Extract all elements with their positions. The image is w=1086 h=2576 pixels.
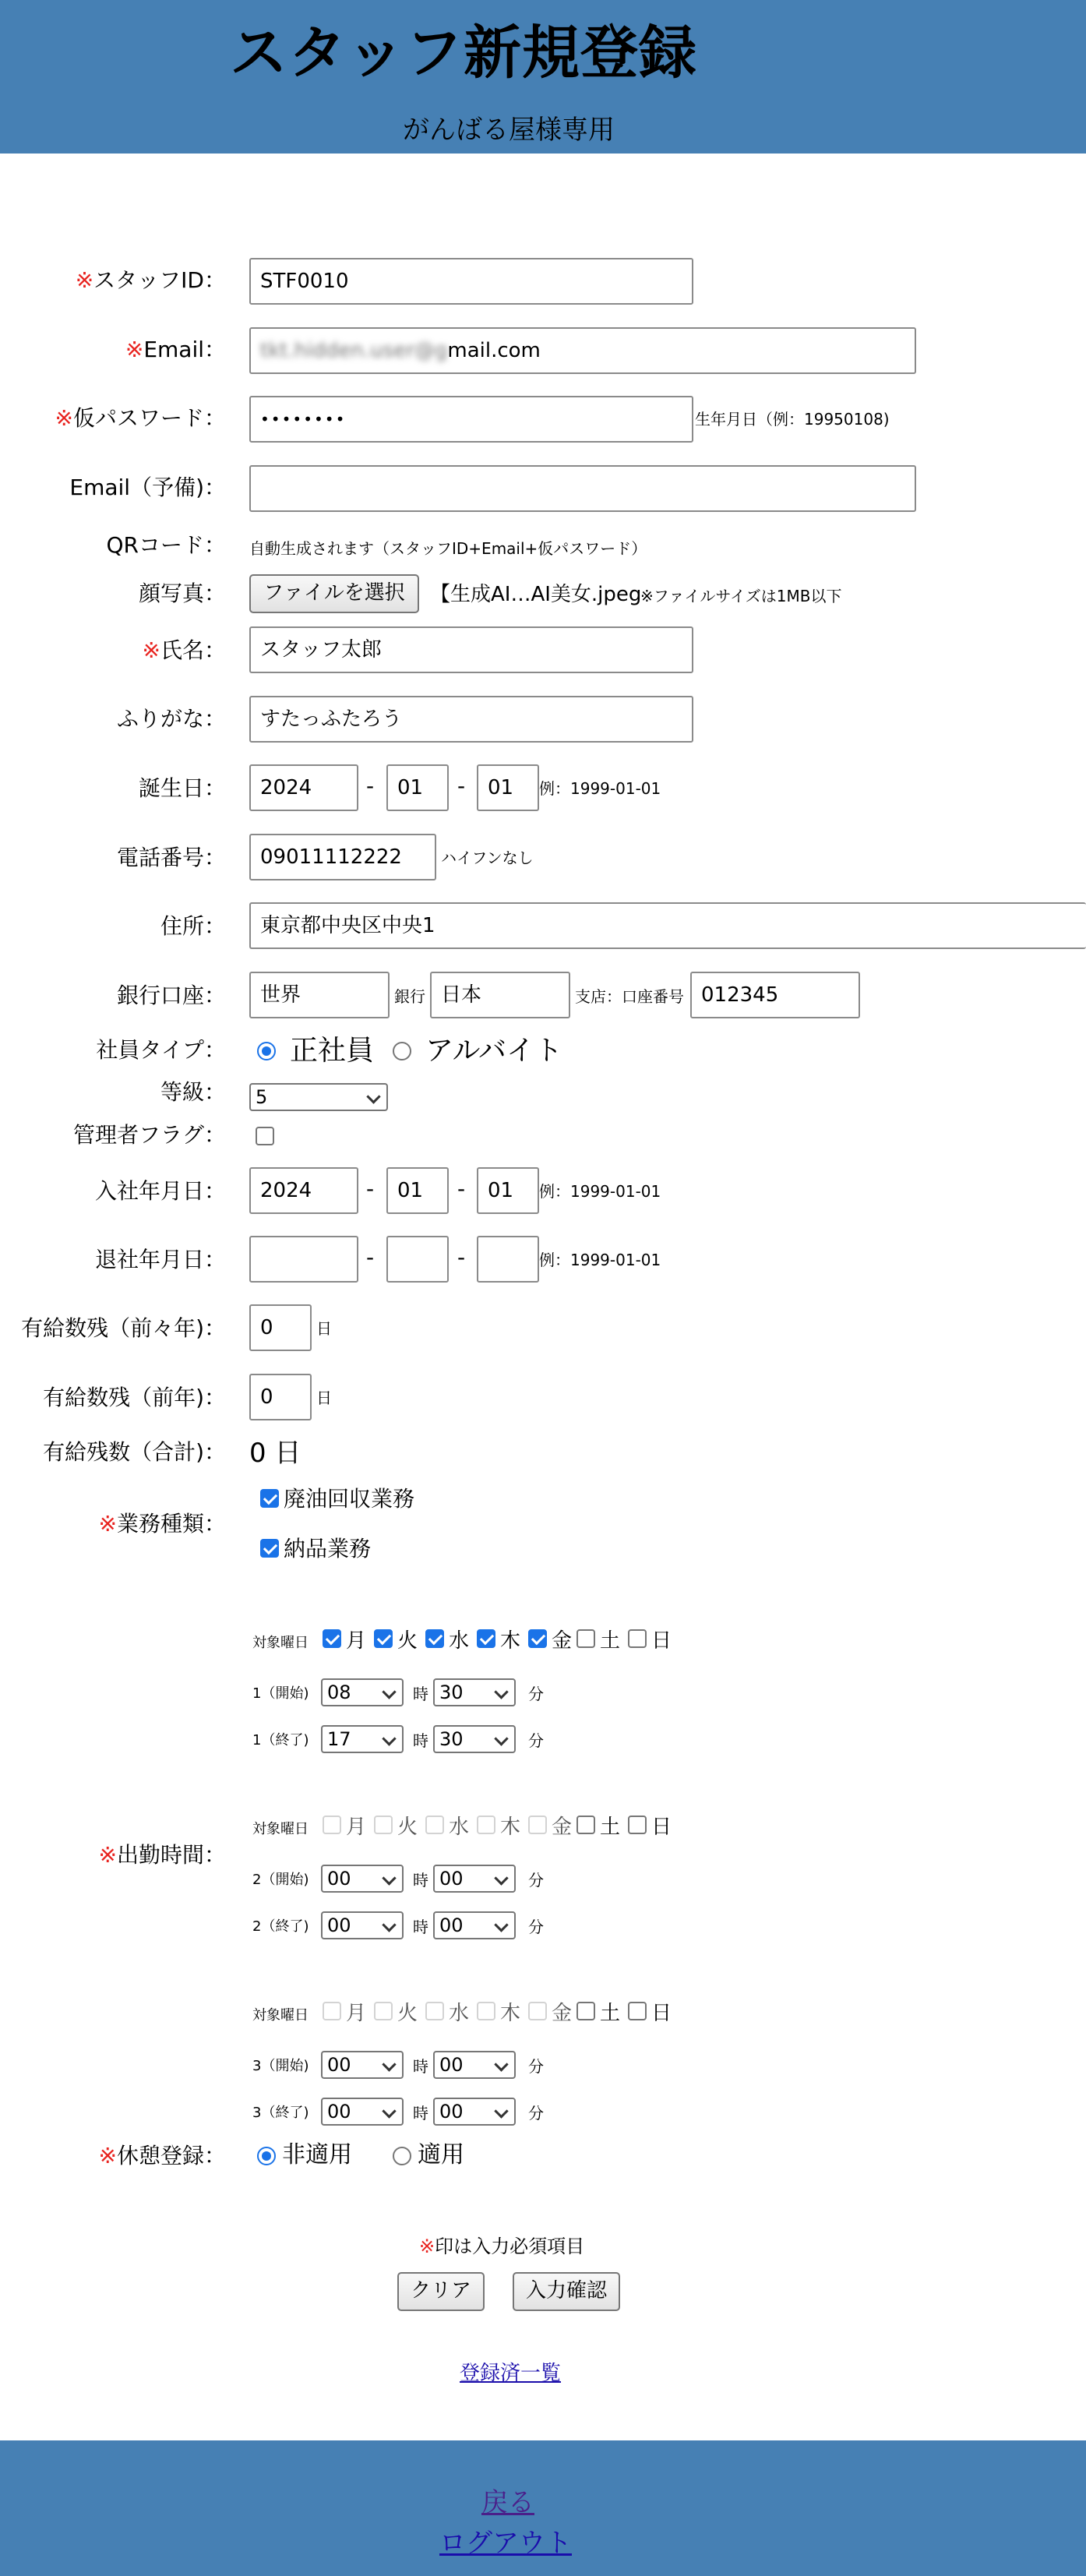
day-tue-checkbox[interactable] xyxy=(374,1816,393,1834)
temp-password-hint: 生年月日（例：19950108) xyxy=(695,410,890,429)
day-thu-label: 木 xyxy=(500,1629,521,1653)
start-minute-select[interactable]: 00 xyxy=(433,2051,516,2079)
date-separator: - xyxy=(457,1176,466,1202)
day-tue-label: 火 xyxy=(397,1629,418,1653)
leave-date-example: 例：1999-01-01 xyxy=(539,1251,661,1269)
qr-description: 自動生成されます（スタッフID+Email+仮パスワード） xyxy=(249,539,647,558)
admin-flag-checkbox[interactable] xyxy=(256,1127,274,1145)
furigana-input[interactable]: すたっふたろう xyxy=(249,696,693,743)
paid-leave-total-label: 有給残数（合計)： xyxy=(43,1439,226,1465)
days-label: 対象曜日 xyxy=(252,1635,309,1651)
day-sun-label: 日 xyxy=(651,1816,672,1839)
staff-id-input[interactable]: STF0010 xyxy=(249,258,693,305)
phone-label: 電話番号： xyxy=(116,845,226,870)
birthday-label: 誕生日： xyxy=(138,775,226,801)
end-time-label: 2（終了) xyxy=(252,1918,309,1935)
grade-label: 等級： xyxy=(160,1079,226,1105)
file-select-button[interactable]: ファイルを選択 xyxy=(249,574,419,613)
day-sat-label: 土 xyxy=(600,2002,621,2025)
staff-id-label: ※スタッフID： xyxy=(75,267,226,293)
break-applied-label: 適用 xyxy=(418,2141,464,2168)
day-mon-label: 月 xyxy=(346,1629,367,1653)
email-backup-label: Email（予備)： xyxy=(69,475,226,500)
end-hour-select[interactable]: 00 xyxy=(321,1911,404,1939)
break-not-applied-radio[interactable] xyxy=(257,2147,276,2165)
day-sat-checkbox[interactable] xyxy=(576,1816,595,1834)
employee-type-fulltime-label: 正社員 xyxy=(290,1035,375,1067)
address-input[interactable]: 東京都中央区中央1 xyxy=(249,902,1086,949)
end-hour-select[interactable]: 17 xyxy=(321,1725,404,1753)
employee-type-parttime-radio[interactable] xyxy=(393,1042,411,1060)
day-tue-checkbox[interactable] xyxy=(374,1629,393,1648)
start-time-label: 1（開始) xyxy=(252,1685,309,1702)
date-separator: - xyxy=(366,1176,375,1202)
chevron-down-icon xyxy=(382,2057,396,2071)
end-hour-select[interactable]: 00 xyxy=(321,2098,404,2126)
chevron-down-icon xyxy=(494,2104,508,2118)
paid-leave-prev-label: 有給数残（前年)： xyxy=(43,1385,226,1410)
day-mon-checkbox[interactable] xyxy=(323,2002,341,2020)
chevron-down-icon xyxy=(382,2104,396,2118)
day-sat-checkbox[interactable] xyxy=(576,1629,595,1648)
confirm-button[interactable]: 入力確認 xyxy=(513,2272,620,2311)
break-registration-label: ※休憩登録： xyxy=(98,2143,226,2168)
phone-input[interactable]: 09011112222 xyxy=(249,834,436,880)
day-tue-label: 火 xyxy=(397,2002,418,2025)
start-hour-select[interactable]: 08 xyxy=(321,1678,404,1706)
temp-password-input[interactable]: •••••••• xyxy=(249,396,693,443)
day-sat-label: 土 xyxy=(600,1629,621,1653)
job-type-delivery-label: 納品業務 xyxy=(284,1536,372,1561)
required-mark: ※ xyxy=(75,267,94,293)
day-tue-checkbox[interactable] xyxy=(374,2002,393,2020)
paid-leave-prev2-label: 有給数残（前々年)： xyxy=(21,1315,226,1341)
leave-day-input[interactable] xyxy=(477,1236,539,1283)
minute-unit: 分 xyxy=(528,2057,544,2076)
registered-list-link[interactable]: 登録済一覧 xyxy=(460,2362,562,2385)
employee-type-label: 社員タイプ： xyxy=(96,1037,226,1063)
day-wed-checkbox[interactable] xyxy=(425,1629,444,1648)
account-number-input[interactable]: 012345 xyxy=(690,972,860,1018)
break-not-applied-label: 非適用 xyxy=(282,2141,352,2168)
furigana-label: ふりがな： xyxy=(116,706,226,732)
employee-type-fulltime-radio[interactable] xyxy=(257,1042,276,1060)
day-sat-checkbox[interactable] xyxy=(576,2002,595,2020)
paid-leave-prev-unit: 日 xyxy=(316,1389,332,1407)
required-note: ※印は入力必須項目 xyxy=(419,2235,585,2257)
hire-year-input[interactable]: 2024 xyxy=(249,1167,358,1214)
address-label: 住所： xyxy=(160,913,226,939)
day-sun-label: 日 xyxy=(651,1629,672,1653)
back-link[interactable]: 戻る xyxy=(481,2487,534,2518)
chevron-down-icon xyxy=(494,1685,508,1699)
date-separator: - xyxy=(457,1244,466,1270)
days-label: 対象曜日 xyxy=(252,2007,309,2024)
date-separator: - xyxy=(366,1244,375,1270)
start-minute-select[interactable]: 00 xyxy=(433,1865,516,1893)
page-footer xyxy=(0,2440,1086,2576)
minute-unit: 分 xyxy=(528,1918,544,1936)
day-thu-checkbox[interactable] xyxy=(477,2002,495,2020)
chevron-down-icon xyxy=(494,2057,508,2071)
email-blurred-part: tkt.hidden.user@g xyxy=(260,339,448,362)
day-mon-label: 月 xyxy=(346,1816,367,1839)
chevron-down-icon xyxy=(382,1918,396,1932)
paid-leave-total-value: 0 日 xyxy=(249,1438,301,1469)
break-applied-radio[interactable] xyxy=(393,2147,411,2165)
chevron-down-icon xyxy=(494,1918,508,1932)
day-sat-label: 土 xyxy=(600,1816,621,1839)
bank-suffix: 銀行 xyxy=(394,987,425,1006)
leave-date-label: 退社年月日： xyxy=(94,1247,226,1272)
minute-unit: 分 xyxy=(528,1871,544,1890)
leave-year-input[interactable] xyxy=(249,1236,358,1283)
day-wed-label: 水 xyxy=(449,1629,470,1653)
days-label: 対象曜日 xyxy=(252,1821,309,1837)
end-minute-select[interactable]: 30 xyxy=(433,1725,516,1753)
chevron-down-icon xyxy=(366,1089,380,1103)
hire-day-input[interactable]: 01 xyxy=(477,1167,539,1214)
branch-name-input[interactable]: 日本 xyxy=(430,972,570,1018)
hour-unit: 時 xyxy=(413,2104,428,2123)
photo-label: 顔写真： xyxy=(138,580,226,606)
paid-leave-prev2-unit: 日 xyxy=(316,1319,332,1338)
employee-type-parttime-label: アルバイト xyxy=(425,1035,563,1067)
date-separator: - xyxy=(366,773,375,799)
day-fri-checkbox[interactable] xyxy=(528,2002,547,2020)
chevron-down-icon xyxy=(382,1731,396,1745)
paid-leave-prev2-input[interactable]: 0 xyxy=(249,1304,312,1351)
page-title: スタッフ新規登録 xyxy=(230,19,697,86)
grade-select[interactable]: 5 xyxy=(249,1083,388,1111)
chevron-down-icon xyxy=(382,1871,396,1885)
day-thu-label: 木 xyxy=(500,1816,521,1839)
paid-leave-prev-input[interactable]: 0 xyxy=(249,1374,312,1420)
day-wed-checkbox[interactable] xyxy=(425,1816,444,1834)
start-time-label: 2（開始) xyxy=(252,1872,309,1888)
day-thu-checkbox[interactable] xyxy=(477,1629,495,1648)
chevron-down-icon xyxy=(494,1871,508,1885)
hire-month-input[interactable]: 01 xyxy=(386,1167,449,1214)
day-mon-checkbox[interactable] xyxy=(323,1629,341,1648)
birthday-day-input[interactable]: 01 xyxy=(477,764,539,811)
name-label: ※氏名： xyxy=(142,637,226,663)
admin-flag-label: 管理者フラグ： xyxy=(72,1122,226,1148)
clear-button[interactable]: クリア xyxy=(397,2272,485,2311)
start-hour-select[interactable]: 00 xyxy=(321,1865,404,1893)
hour-unit: 時 xyxy=(413,1871,428,1890)
day-wed-label: 水 xyxy=(449,2002,470,2025)
day-thu-checkbox[interactable] xyxy=(477,1816,495,1834)
day-wed-label: 水 xyxy=(449,1816,470,1839)
day-wed-checkbox[interactable] xyxy=(425,2002,444,2020)
end-minute-select[interactable]: 00 xyxy=(433,1911,516,1939)
chevron-down-icon xyxy=(494,1731,508,1745)
start-time-label: 3（開始) xyxy=(252,2058,309,2074)
day-tue-label: 火 xyxy=(397,1816,418,1839)
email-label: ※Email： xyxy=(125,337,226,362)
email-backup-input[interactable] xyxy=(249,465,916,512)
email-input[interactable]: tkt.hidden.user@gmail.com xyxy=(249,327,916,374)
hour-unit: 時 xyxy=(413,1731,428,1750)
bank-name-input[interactable]: 世界 xyxy=(249,972,390,1018)
bank-label: 銀行口座： xyxy=(116,983,226,1008)
job-type-delivery-checkbox[interactable] xyxy=(260,1539,279,1558)
photo-size-note: ※ファイルサイズは1MB以下 xyxy=(640,587,842,605)
hire-date-label: 入社年月日： xyxy=(94,1178,226,1204)
birthday-year-input[interactable]: 2024 xyxy=(249,764,358,811)
photo-filename: 【生成AI…AI美女.jpeg xyxy=(430,583,642,606)
day-fri-checkbox[interactable] xyxy=(528,1629,547,1648)
name-input[interactable]: スタッフ太郎 xyxy=(249,626,693,673)
logout-link[interactable]: ログアウト xyxy=(439,2528,572,2559)
day-fri-checkbox[interactable] xyxy=(528,1816,547,1834)
leave-month-input[interactable] xyxy=(386,1236,449,1283)
birthday-example: 例：1999-01-01 xyxy=(539,779,661,798)
phone-hint: ハイフンなし xyxy=(441,849,534,867)
day-thu-label: 木 xyxy=(500,2002,521,2025)
end-minute-select[interactable]: 00 xyxy=(433,2098,516,2126)
end-time-label: 3（終了) xyxy=(252,2105,309,2121)
page-subtitle: がんばる屋様専用 xyxy=(403,115,615,146)
hire-date-example: 例：1999-01-01 xyxy=(539,1182,661,1201)
start-minute-select[interactable]: 30 xyxy=(433,1678,516,1706)
day-sun-label: 日 xyxy=(651,2002,672,2025)
start-hour-select[interactable]: 00 xyxy=(321,2051,404,2079)
job-types-label: ※業務種類： xyxy=(98,1511,226,1537)
temp-password-label: ※仮パスワード： xyxy=(55,405,226,431)
day-fri-label: 金 xyxy=(552,2002,573,2025)
day-mon-label: 月 xyxy=(346,2002,367,2025)
day-fri-label: 金 xyxy=(552,1629,573,1653)
end-time-label: 1（終了) xyxy=(252,1732,309,1749)
job-type-waste-oil-checkbox[interactable] xyxy=(260,1489,279,1508)
branch-suffix: 支店：口座番号 xyxy=(575,987,684,1006)
hour-unit: 時 xyxy=(413,1685,428,1703)
birthday-month-input[interactable]: 01 xyxy=(386,764,449,811)
minute-unit: 分 xyxy=(528,1685,544,1703)
work-time-label: ※出勤時間： xyxy=(98,1842,226,1868)
chevron-down-icon xyxy=(382,1685,396,1699)
date-separator: - xyxy=(457,773,466,799)
minute-unit: 分 xyxy=(528,1731,544,1750)
day-sun-checkbox[interactable] xyxy=(628,2002,647,2020)
job-type-waste-oil-label: 廃油回収業務 xyxy=(284,1486,415,1512)
hour-unit: 時 xyxy=(413,1918,428,1936)
qr-label: QRコード： xyxy=(106,532,226,558)
day-sun-checkbox[interactable] xyxy=(628,1629,647,1648)
hour-unit: 時 xyxy=(413,2057,428,2076)
day-sun-checkbox[interactable] xyxy=(628,1816,647,1834)
day-mon-checkbox[interactable] xyxy=(323,1816,341,1834)
page-header xyxy=(0,0,1086,154)
minute-unit: 分 xyxy=(528,2104,544,2123)
day-fri-label: 金 xyxy=(552,1816,573,1839)
